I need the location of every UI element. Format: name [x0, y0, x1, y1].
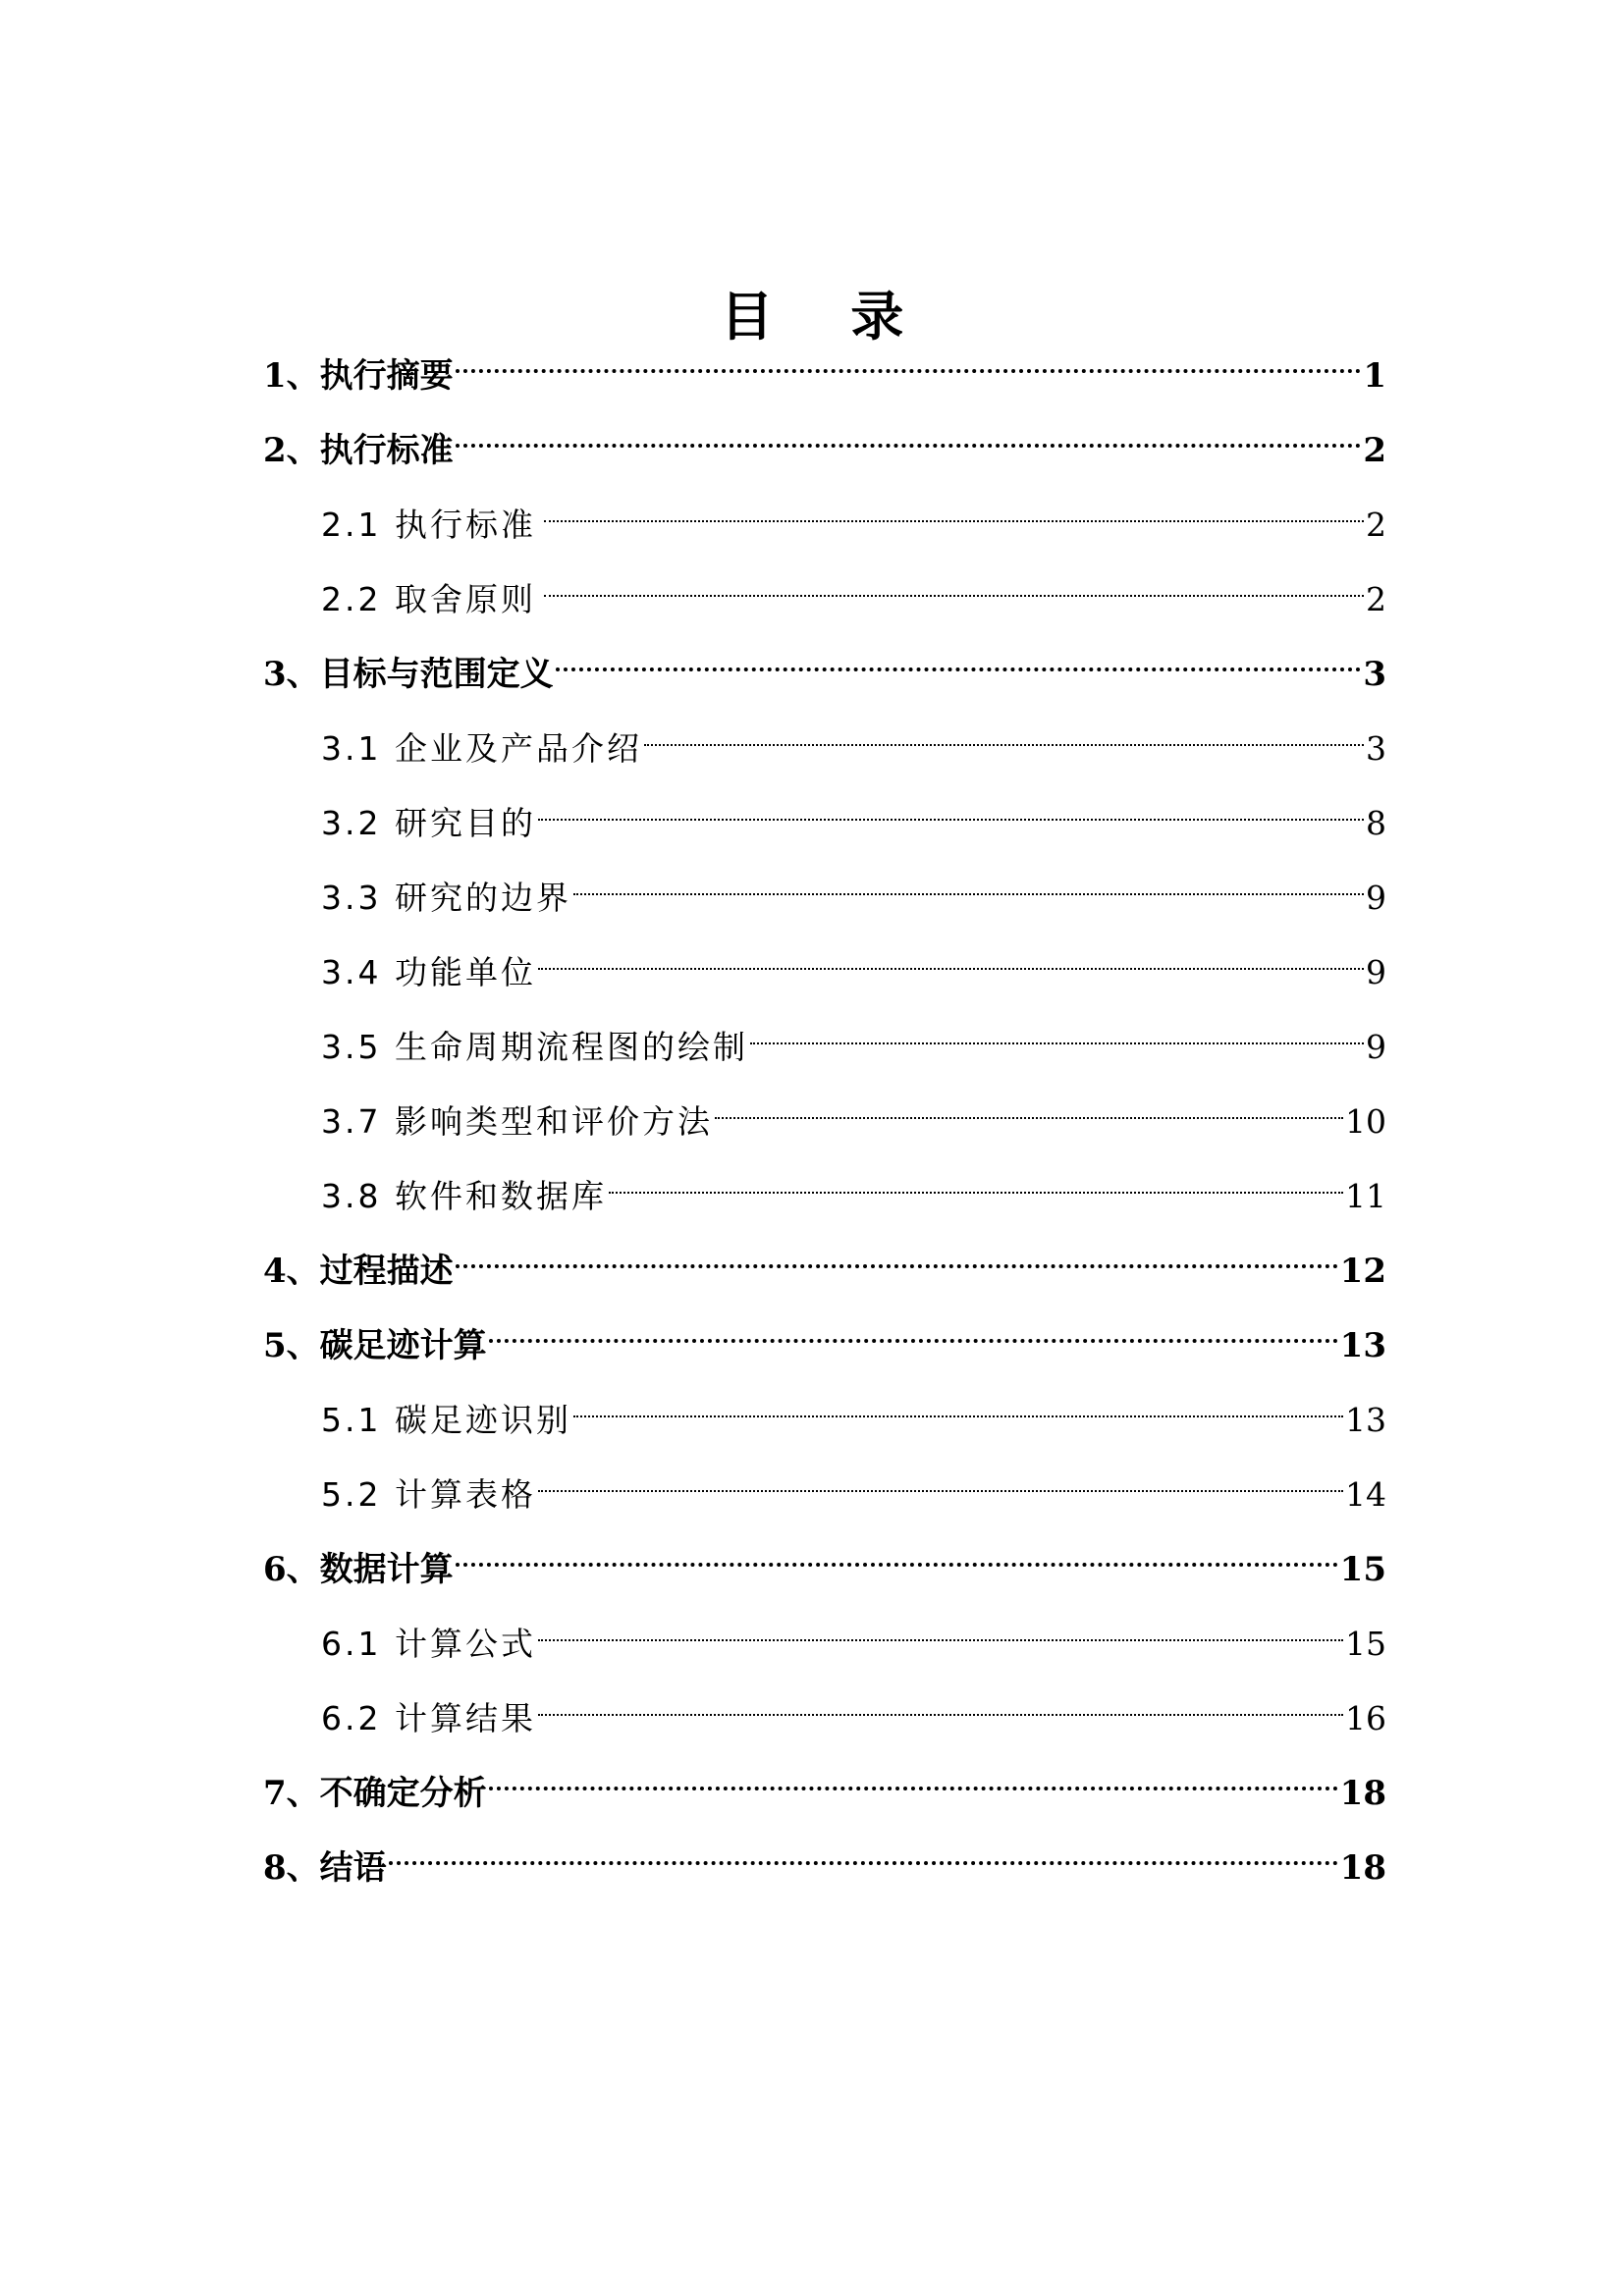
toc-entry[interactable] — [321, 1675, 1386, 1737]
dot-leader — [538, 1451, 1343, 1506]
toc-entry-label: 5.1 碳足迹识别 — [321, 1401, 571, 1439]
toc-entry-page: 18 — [1339, 1774, 1386, 1813]
dot-leader — [538, 779, 1364, 834]
dot-leader — [456, 332, 1362, 387]
toc-entry-page: 3 — [1366, 729, 1386, 768]
toc-entry[interactable] — [321, 1451, 1386, 1514]
toc-entry[interactable] — [321, 705, 1386, 768]
toc-entry-page: 14 — [1345, 1475, 1386, 1514]
toc-entry-page: 9 — [1366, 879, 1386, 917]
dot-leader — [456, 1227, 1338, 1282]
dot-leader — [556, 630, 1362, 685]
toc-entry-label: 7、不确定分析 — [263, 1774, 487, 1813]
toc-entry-page: 15 — [1339, 1550, 1386, 1589]
toc-entry-label: 3.4 功能单位 — [321, 953, 536, 991]
toc-entry-page: 2 — [1366, 506, 1386, 544]
dot-leader — [489, 1302, 1338, 1357]
toc-entry[interactable] — [263, 1525, 1386, 1589]
toc-entry-page: 8 — [1366, 804, 1386, 842]
toc-entry-page: 9 — [1366, 1028, 1386, 1066]
dot-leader — [573, 1376, 1343, 1431]
toc-entry-page: 13 — [1339, 1326, 1386, 1365]
toc-entry[interactable] — [263, 406, 1386, 470]
toc-entry-label: 6.1 计算公式 — [321, 1625, 536, 1663]
toc-entry-label: 5.2 计算表格 — [321, 1475, 536, 1514]
toc-entry[interactable] — [321, 1003, 1386, 1066]
toc-entry[interactable] — [263, 1302, 1386, 1365]
toc-entry-label: 2.2 取舍原则 — [321, 580, 536, 618]
dot-leader — [609, 1152, 1343, 1207]
toc-entry-label: 3.8 软件和数据库 — [321, 1177, 607, 1215]
page-title: 目 录 — [720, 286, 934, 348]
toc-entry[interactable] — [321, 929, 1386, 991]
toc-entry-label: 1、执行摘要 — [263, 356, 454, 396]
toc-entry-page: 18 — [1339, 1848, 1386, 1888]
dot-leader — [538, 929, 1364, 984]
toc-entry-page: 3 — [1363, 655, 1386, 694]
toc-entry-label: 3.1 企业及产品介绍 — [321, 729, 642, 768]
dot-leader — [750, 1003, 1364, 1058]
toc-entry[interactable] — [263, 332, 1386, 396]
dot-leader — [389, 1824, 1338, 1879]
toc-entry-page: 13 — [1345, 1401, 1386, 1439]
dot-leader — [644, 705, 1364, 760]
toc-entry-label: 3.2 研究目的 — [321, 804, 536, 842]
toc-entry-page: 2 — [1366, 580, 1386, 618]
toc-entry-label: 5、碳足迹计算 — [263, 1326, 487, 1365]
dot-leader — [538, 1600, 1343, 1655]
toc-entry[interactable] — [321, 481, 1386, 544]
toc-entry[interactable] — [321, 1376, 1386, 1439]
dot-leader — [544, 481, 1364, 536]
dot-leader — [715, 1078, 1343, 1133]
toc-entry[interactable] — [321, 1078, 1386, 1141]
toc-entry[interactable] — [321, 556, 1386, 618]
toc-entry-page: 10 — [1345, 1102, 1386, 1141]
toc-entry-label: 3.7 影响类型和评价方法 — [321, 1102, 713, 1141]
dot-leader — [489, 1749, 1338, 1804]
toc-entry-page: 16 — [1345, 1699, 1386, 1737]
dot-leader — [544, 556, 1364, 611]
toc-entry-page: 1 — [1363, 356, 1386, 396]
toc-entry-label: 6.2 计算结果 — [321, 1699, 536, 1737]
toc-entry[interactable] — [321, 1152, 1386, 1215]
dot-leader — [456, 1525, 1338, 1580]
toc-entry-page: 2 — [1363, 431, 1386, 470]
dot-leader — [573, 854, 1364, 909]
dot-leader — [456, 406, 1362, 461]
toc-entry[interactable] — [263, 1227, 1386, 1291]
toc-entry[interactable] — [321, 854, 1386, 917]
toc-entry-page: 9 — [1366, 953, 1386, 991]
toc-entry-label: 8、结语 — [263, 1848, 387, 1888]
toc-entry[interactable] — [321, 1600, 1386, 1663]
toc-entry[interactable] — [263, 1824, 1386, 1888]
toc-entry-label: 3.5 生命周期流程图的绘制 — [321, 1028, 748, 1066]
toc-entry-page: 12 — [1339, 1252, 1386, 1291]
toc-entry-label: 2、执行标准 — [263, 431, 454, 470]
toc-entry[interactable] — [263, 1749, 1386, 1813]
toc-entry-label: 3、目标与范围定义 — [263, 655, 554, 694]
toc-entry-label: 3.3 研究的边界 — [321, 879, 571, 917]
toc-entry[interactable] — [263, 630, 1386, 694]
toc-entry-page: 11 — [1345, 1177, 1386, 1215]
toc-entry-label: 4、过程描述 — [263, 1252, 454, 1291]
toc-entry[interactable] — [321, 779, 1386, 842]
toc-entry-label: 6、数据计算 — [263, 1550, 454, 1589]
toc-entry-label: 2.1 执行标准 — [321, 506, 536, 544]
dot-leader — [538, 1675, 1343, 1730]
toc-entry-page: 15 — [1345, 1625, 1386, 1663]
